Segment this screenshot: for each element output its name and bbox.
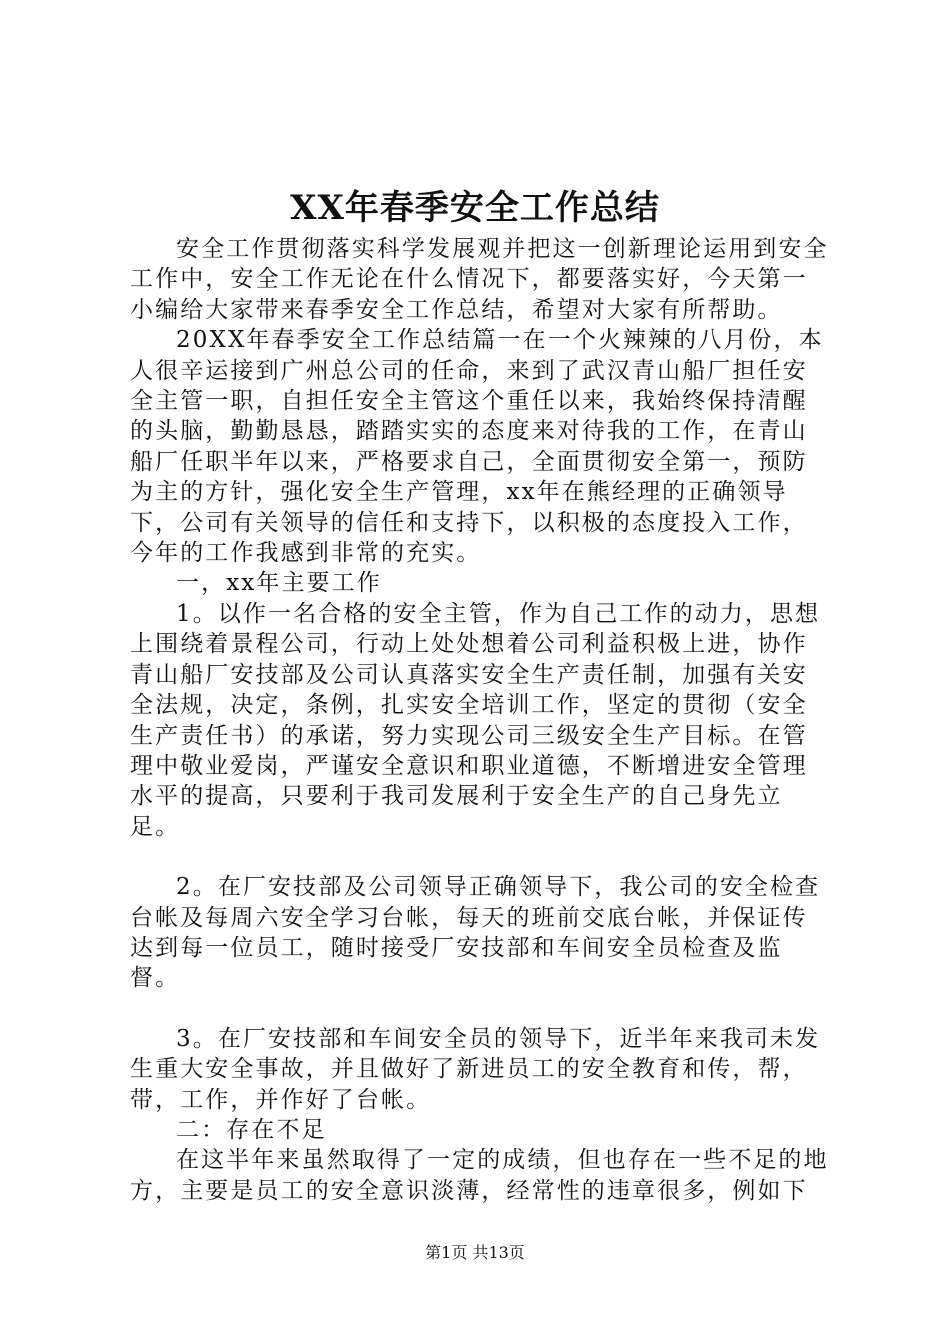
blank-line: [130, 842, 830, 872]
page-footer: 第1页 共13页: [425, 1243, 525, 1262]
paragraph-item-3: 3。在厂安技部和车间安全员的领导下，近半年来我司未发生重大安全事故，并且做好了新进员工的安全教育和传，帮，带，工作，并作好了台帐。: [130, 1025, 821, 1113]
section-heading-main-work: 一，xx年主要工作: [176, 570, 382, 597]
paragraph-shortcomings: 在这半年来虽然取得了一定的成绩，但也存在一些不足的地方，主要是员工的安全意识淡薄，经常性的违章很多，例如下: [130, 1147, 829, 1204]
paragraph-item-1: 1。以作一名合格的安全主管，作为自己工作的动力，思想上围绕着景程公司，行动上处处想着公司利益积极上进，协作青山船厂安技部及公司认真落实安全生产责任制，加强有关安全法规，决定，条例，扎实安全培训工作，坚定的贯彻（安全生产责任书）的承诺，努力实现公司三级安全生产目标。在管理中敬业爱岗，严谨安全意识和职业道德，不断增进安全管理水平的提高，只要利于我司发展利于安全生产的自己身先立足。: [130, 600, 821, 840]
paragraph-summary: 20XX年春季安全工作总结篇一在一个火辣辣的八月份，本人很辛运接到广州总公司的任命，来到了武汉青山船厂担任安全主管一职，自担任安全主管这个重任以来，我始终保持清醒的头脑，勤勤恳恳，踏踏实实的态度来对待我的工作，在青山船厂任职半年以来，严格要求自己，全面贯彻安全第一，预防为主的方针，强化安全生产管理，xx年在熊经理的正确领导下，公司有关领导的信任和支持下，以积极的态度投入工作，今年的工作我感到非常的充实。: [130, 327, 824, 567]
document-body: [130, 234, 830, 1206]
section-heading-shortcomings: 二：存在不足: [176, 1116, 327, 1143]
document-title: XX年春季安全工作总结: [290, 188, 660, 228]
blank-line: [130, 994, 830, 1024]
paragraph-item-2: 2。在厂安技部及公司领导正确领导下，我公司的安全检查台帐及每周六安全学习台帐，每天的班前交底台帐，并保证传达到每一位员工，随时接受厂安技部和车间安全员检查及监督。: [130, 874, 821, 992]
paragraph-intro: 安全工作贯彻落实科学发展观并把这一创新理论运用到安全工作中，安全工作无论在什么情况下，都要落实好，今天第一小编给大家带来春季安全工作总结，希望对大家有所帮助。: [130, 236, 829, 323]
